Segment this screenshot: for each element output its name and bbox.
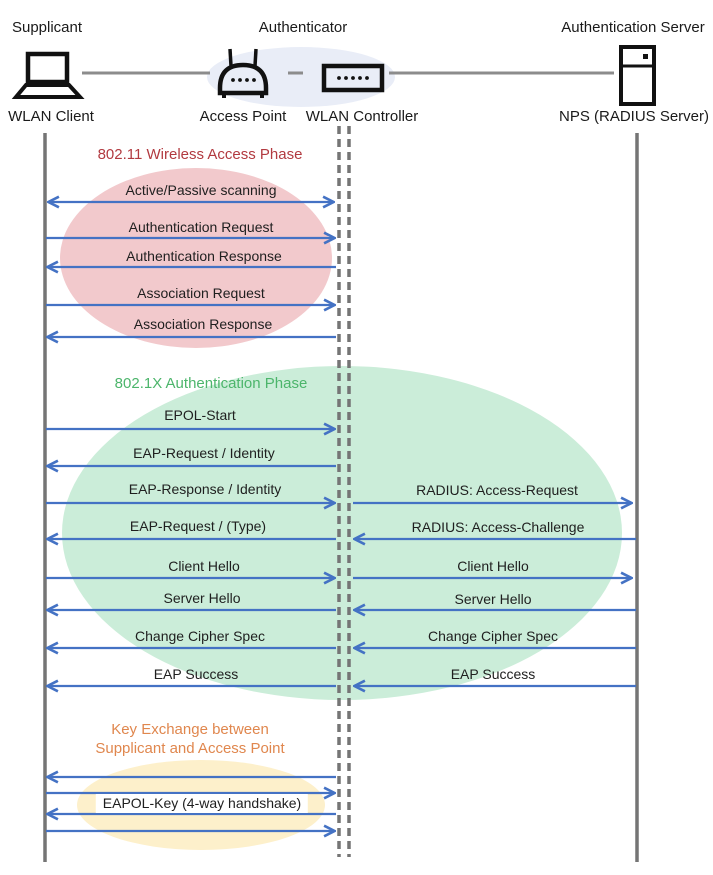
msg-authentication-response: Authentication Response bbox=[126, 248, 282, 264]
msg-change-cipher-left: Change Cipher Spec bbox=[135, 628, 265, 644]
msg-association-request: Association Request bbox=[137, 285, 265, 301]
phase1-title: 802.11 Wireless Access Phase bbox=[97, 146, 303, 163]
device-access-point: Access Point bbox=[199, 108, 287, 125]
msg-eap-success-left: EAP Success bbox=[153, 666, 239, 682]
phase3-title-line2: Supplicant and Access Point bbox=[95, 740, 285, 757]
msg-eap-response-identity: EAP-Response / Identity bbox=[128, 481, 282, 497]
msg-change-cipher-right: Change Cipher Spec bbox=[428, 628, 558, 644]
msg-client-hello-right: Client Hello bbox=[457, 558, 529, 574]
role-auth-server: Authentication Server bbox=[561, 19, 705, 36]
msg-eap-request-type: EAP-Request / (Type) bbox=[129, 518, 267, 534]
msg-client-hello-left: Client Hello bbox=[168, 558, 240, 574]
server-icon bbox=[621, 47, 654, 104]
msg-eap-request-identity: EAP-Request / Identity bbox=[133, 445, 275, 461]
laptop-icon bbox=[16, 54, 80, 97]
device-wlan-controller: WLAN Controller bbox=[305, 108, 419, 125]
msg-radius-access-request: RADIUS: Access-Request bbox=[416, 482, 578, 498]
msg-radius-access-challenge: RADIUS: Access-Challenge bbox=[411, 519, 585, 535]
msg-association-response: Association Response bbox=[133, 316, 273, 332]
msg-epol-start: EPOL-Start bbox=[164, 407, 236, 423]
msg-server-hello-right: Server Hello bbox=[454, 591, 532, 607]
device-nps: NPS (RADIUS Server) bbox=[558, 108, 710, 125]
msg-server-hello-left: Server Hello bbox=[163, 590, 241, 606]
msg-eap-success-right: EAP Success bbox=[450, 666, 536, 682]
role-supplicant: Supplicant bbox=[11, 19, 83, 36]
msg-eapol-key-handshake: EAPOL-Key (4-way handshake) bbox=[96, 794, 308, 813]
phase3-title-line1: Key Exchange between bbox=[111, 721, 269, 738]
role-authenticator: Authenticator bbox=[258, 19, 348, 36]
device-wlan-client: WLAN Client bbox=[8, 108, 94, 125]
msg-active-passive-scanning: Active/Passive scanning bbox=[125, 182, 277, 198]
phase2-title: 802.1X Authentication Phase bbox=[114, 375, 308, 392]
msg-authentication-request: Authentication Request bbox=[128, 219, 274, 235]
